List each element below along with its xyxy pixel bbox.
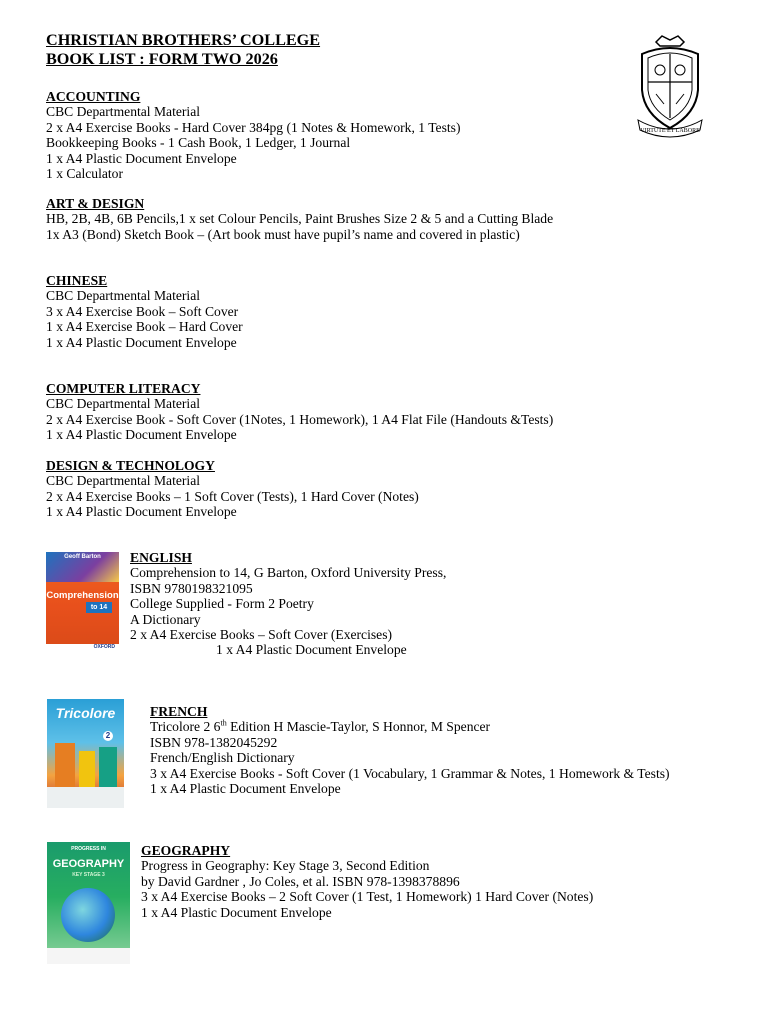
page-title [46, 31, 320, 69]
list-item: by David Gardner , Jo Coles, et al. ISBN 978-1398378896 [141, 873, 460, 889]
list-item: CBC Departmental Material [46, 288, 201, 304]
list-item: 1 x A4 Plastic Document Envelope [46, 150, 237, 166]
section-art-design [46, 196, 553, 242]
cover-publisher: OXFORD [93, 644, 115, 650]
list-item: CBC Departmental Material [46, 473, 201, 489]
list-item: Progress in Geography: Key Stage 3, Second Edition [141, 858, 430, 874]
list-item: 1 x A4 Plastic Document Envelope [141, 904, 332, 920]
list-item: 1 x A4 Plastic Document Envelope [150, 781, 341, 797]
edition-superscript: th [220, 718, 227, 728]
list-item: 1 x Calculator [46, 166, 124, 182]
section-chinese [46, 273, 243, 350]
heading-design-technology: DESIGN & TECHNOLOGY [46, 458, 215, 473]
list-item: 3 x A4 Exercise Books - Soft Cover (1 Vocabulary, 1 Grammar & Notes, 1 Homework & Tests) [150, 765, 670, 781]
heading-chinese: CHINESE [46, 273, 108, 288]
list-item: College Supplied - Form 2 Poetry [130, 596, 314, 612]
list-item: Bookkeeping Books - 1 Cash Book, 1 Ledger, 1 Journal [46, 135, 351, 151]
edition-authors: Edition H Mascie-Taylor, S Honnor, M Spencer [226, 719, 491, 735]
heading-computer-literacy: COMPUTER LITERACY [46, 381, 201, 396]
cover-top: PROGRESS IN [71, 846, 106, 852]
list-item: 3 x A4 Exercise Books – 2 Soft Cover (1 Test, 1 Homework) 1 Hard Cover (Notes) [141, 889, 594, 905]
book-list-title: BOOK LIST : FORM TWO 2026 [46, 50, 278, 68]
cover-title: GEOGRAPHY [52, 858, 125, 870]
heading-geography: GEOGRAPHY [141, 843, 231, 858]
heading-english: ENGLISH [130, 550, 192, 565]
list-item: 2 x A4 Exercise Books – Soft Cover (Exercises) [130, 627, 393, 643]
section-computer-literacy [46, 381, 553, 443]
cover-title: Tricolore [55, 705, 116, 721]
list-item: 1 x A4 Plastic Document Envelope [216, 642, 407, 658]
list-item: 1x A3 (Bond) Sketch Book – (Art book must have pupil’s name and covered in plastic) [46, 226, 520, 242]
list-item: CBC Departmental Material [46, 396, 201, 412]
cover-number: 2 [103, 731, 113, 741]
crest-motto: VIRTUTE ET LABORE [640, 128, 700, 134]
section-french [150, 704, 670, 796]
french-book-cover [47, 699, 124, 808]
heading-accounting: ACCOUNTING [46, 89, 141, 104]
geography-book-cover [47, 842, 130, 964]
list-item: A Dictionary [130, 611, 201, 627]
list-item: ISBN 9780198321095 [130, 580, 253, 596]
list-item: French/English Dictionary [150, 750, 295, 766]
section-geography [141, 843, 593, 920]
list-item: 2 x A4 Exercise Book - Soft Cover (1Notes, 1 Homework), 1 A4 Flat File (Handouts &Tests) [46, 411, 554, 427]
college-crest-logo [636, 34, 704, 138]
list-item: Comprehension to 14, G Barton, Oxford University Press, [130, 565, 447, 581]
cover-title: Comprehension [46, 590, 119, 601]
school-name: CHRISTIAN BROTHERS’ COLLEGE [46, 31, 321, 49]
list-item: CBC Departmental Material [46, 104, 201, 120]
list-item: HB, 2B, 4B, 6B Pencils,1 x set Colour Pencils, Paint Brushes Size 2 & 5 and a Cutting Blade [46, 211, 554, 227]
list-item [150, 719, 670, 734]
list-item: 2 x A4 Exercise Books – 1 Soft Cover (Tests), 1 Hard Cover (Notes) [46, 488, 419, 504]
english-book-cover [46, 552, 119, 651]
cover-author: Geoff Barton [64, 554, 101, 560]
list-item: 1 x A4 Exercise Book – Hard Cover [46, 319, 243, 335]
list-item: 1 x A4 Plastic Document Envelope [46, 427, 237, 443]
edition-text: Tricolore 2 6 [150, 719, 221, 735]
cover-subtitle: KEY STAGE 3 [72, 872, 105, 878]
list-item: 2 x A4 Exercise Books - Hard Cover 384pg (1 Notes & Homework, 1 Tests) [46, 119, 461, 135]
cover-subtitle: to 14 [86, 602, 112, 613]
heading-art-design: ART & DESIGN [46, 196, 145, 211]
section-design-technology [46, 458, 419, 520]
section-english [130, 550, 446, 658]
list-item: ISBN 978-1382045292 [150, 734, 278, 750]
list-item: 1 x A4 Plastic Document Envelope [46, 504, 237, 520]
list-item: 1 x A4 Plastic Document Envelope [46, 334, 237, 350]
section-accounting [46, 89, 460, 181]
heading-french: FRENCH [150, 704, 208, 719]
list-item: 3 x A4 Exercise Book – Soft Cover [46, 303, 239, 319]
